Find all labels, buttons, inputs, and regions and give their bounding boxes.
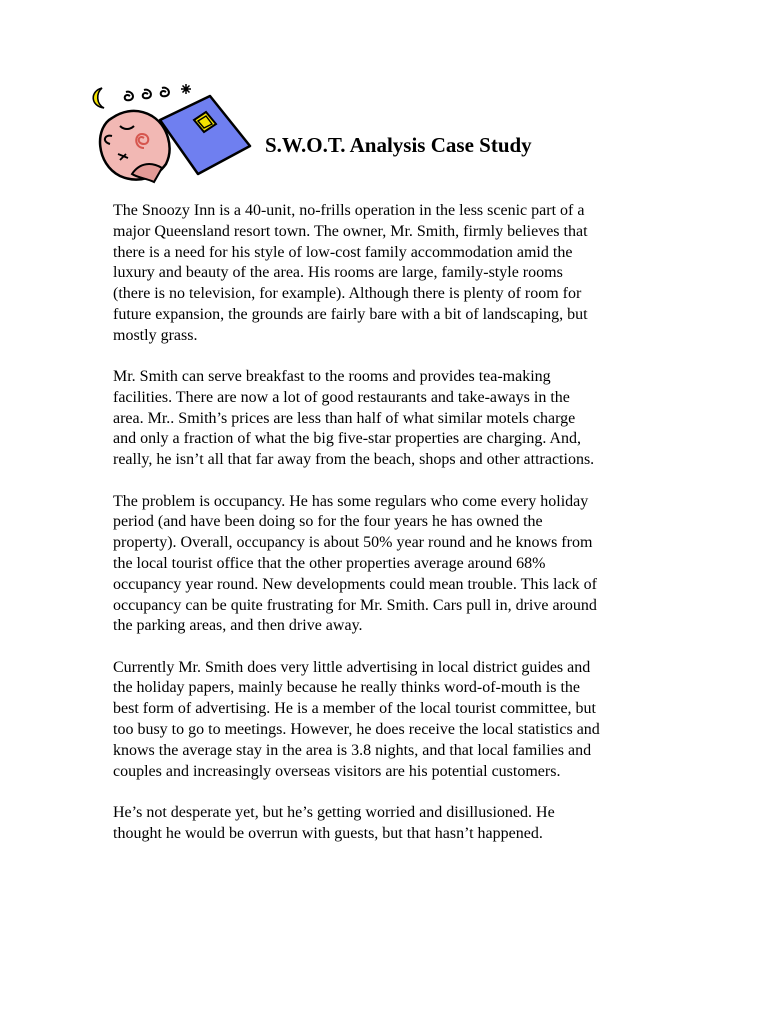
text-line: too busy to go to meetings. However, he does receive the local statistics and	[113, 721, 600, 739]
text-line: area. Mr.. Smith’s prices are less than half of what similar motels charge	[113, 409, 576, 427]
text-line: knows the average stay in the area is 3.8 nights, and that local families and	[113, 741, 592, 759]
text-line: there is a need for his style of low-cost family accommodation amid the	[113, 243, 573, 261]
text-line: He’s not desperate yet, but he’s getting worried and disillusioned. He	[113, 803, 555, 821]
text-line: really, he isn’t all that far away from the beach, shops and other attractions.	[113, 451, 595, 469]
text-line: couples and increasingly overseas visitors are his potential customers.	[113, 762, 561, 780]
text-line: Mr. Smith can serve breakfast to the rooms and provides tea-making	[113, 368, 551, 386]
sleeping-man-clipart-icon	[82, 78, 254, 190]
text-line: future expansion, the grounds are fairly bare with a bit of landscaping, but	[113, 305, 588, 323]
text-line: best form of advertising. He is a member of the local tourist committee, but	[113, 700, 596, 718]
text-line: the parking areas, and then drive away.	[113, 617, 363, 635]
snore-swirl-icon	[161, 88, 169, 97]
moon-icon	[93, 88, 104, 108]
text-line: major Queensland resort town. The owner, Mr. Smith, firmly believes that	[113, 222, 588, 240]
text-line: period (and have been doing so for the four years he has owned the	[113, 513, 543, 531]
text-line: The problem is occupancy. He has some regulars who come every holiday	[113, 492, 589, 510]
snore-swirl-icon	[143, 90, 151, 99]
star-icon	[181, 84, 191, 94]
text-line: Currently Mr. Smith does very little advertising in local district guides and	[113, 658, 591, 676]
text-line: thought he would be overrun with guests, but that hasn’t happened.	[113, 824, 543, 842]
text-line: property). Overall, occupancy is about 50% year round and he knows from	[113, 534, 593, 552]
text-line: luxury and beauty of the area. His rooms are large, family-style rooms	[113, 264, 563, 282]
text-line: facilities. There are now a lot of good restaurants and take-aways in the	[113, 388, 570, 406]
paragraph	[113, 658, 658, 783]
sleeping-face-icon	[100, 111, 170, 182]
text-line: the local tourist office that the other properties average around 68%	[113, 554, 546, 572]
text-line: and only a fraction of what the big five-star properties are charging. And,	[113, 430, 581, 448]
document-body	[113, 201, 658, 865]
text-line: (there is no television, for example). Although there is plenty of room for	[113, 285, 582, 303]
text-line: mostly grass.	[113, 326, 198, 344]
paragraph	[113, 492, 658, 638]
text-line: The Snoozy Inn is a 40-unit, no-frills operation in the less scenic part of a	[113, 202, 585, 219]
paragraph	[113, 201, 658, 347]
text-line: the holiday papers, mainly because he really thinks word-of-mouth is the	[113, 679, 580, 697]
pillow-icon	[160, 96, 250, 174]
text-line: occupancy can be quite frustrating for Mr. Smith. Cars pull in, drive around	[113, 596, 597, 614]
snore-swirl-icon	[125, 92, 133, 101]
paragraph	[113, 803, 658, 845]
text-line: occupancy year round. New developments could mean trouble. This lack of	[113, 575, 597, 593]
page-title: S.W.O.T. Analysis Case Study	[265, 133, 532, 157]
paragraph	[113, 367, 658, 471]
